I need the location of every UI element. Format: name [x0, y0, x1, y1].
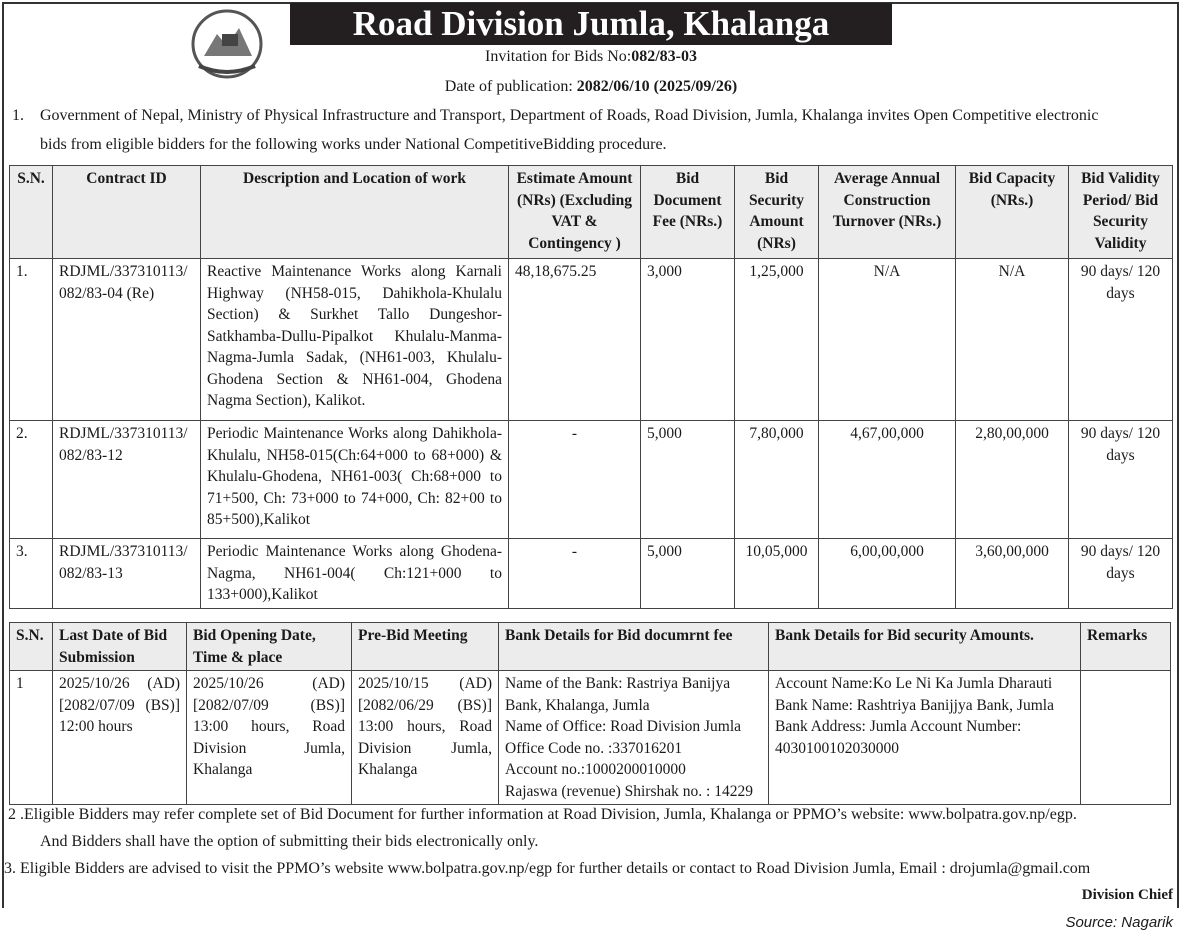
- table-row: [10, 259, 1173, 421]
- column-header: Bid Opening Date, Time & place: [187, 623, 352, 671]
- column-header: Bid Validity Period/ Bid Security Validity: [1069, 166, 1173, 259]
- table-cell: RDJML/337310113/ 082/83-12: [53, 421, 201, 539]
- table-cell: 2025/10/26 (AD) [2082/07/09 (BS)] 13:00 hours, Road Division Jumla, Khalanga: [187, 671, 352, 805]
- column-header: Last Date of Bid Submission: [53, 623, 187, 671]
- table-cell: 3.: [10, 539, 53, 609]
- column-header: Contract ID: [53, 166, 201, 259]
- table-cell: RDJML/337310113/ 082/83-13: [53, 539, 201, 609]
- table-row: [10, 671, 1171, 805]
- table-cell: 5,000: [641, 539, 735, 609]
- table-cell: Account Name:Ko Le Ni Ka Jumla Dharauti Bank Name: Rashtriya Banijjya Bank, Jumla Bank Address: Jumla Account Number: 4030100102030000: [769, 671, 1081, 805]
- table-cell: N/A: [956, 259, 1069, 421]
- table-cell: RDJML/337310113/ 082/83-04 (Re): [53, 259, 201, 421]
- column-header: Bid Document Fee (NRs.): [641, 166, 735, 259]
- table-cell: 1.: [10, 259, 53, 421]
- table-cell: 10,05,000: [735, 539, 819, 609]
- table-cell: Periodic Maintenance Works along Dahikhola-Khulalu, NH58-015(Ch:64+000 to 68+000) & Khulalu-Ghodena, NH61-003( Ch:68+000 to 71+500, Ch: 73+000 to 74+000, Ch: 82+00 to 85+500),Kalikot: [201, 421, 509, 539]
- table-cell: -: [509, 421, 641, 539]
- table-cell: N/A: [819, 259, 956, 421]
- table-cell: 2.: [10, 421, 53, 539]
- column-header: Bank Details for Bid security Amounts.: [769, 623, 1081, 671]
- table-cell: 4,67,00,000: [819, 421, 956, 539]
- column-header: S.N.: [10, 623, 53, 671]
- table-cell: 2025/10/26 (AD) [2082/07/09 (BS)] 12:00 hours: [53, 671, 187, 805]
- note-2b: And Bidders shall have the option of submitting their bids electronically only.: [40, 833, 539, 850]
- note-3: 3. Eligible Bidders are advised to visit the PPMO’s website www.bolpatra.gov.np/egp for further details or contact to Road Division Jumla, Email : drojumla@gmail.com: [4, 860, 1091, 877]
- column-header: Bank Details for Bid documrnt fee: [499, 623, 769, 671]
- table-cell: 2,80,00,000: [956, 421, 1069, 539]
- signature: Division Chief: [1081, 887, 1173, 903]
- column-header: Average Annual Construction Turnover (NRs.): [819, 166, 956, 259]
- table-cell: 3,000: [641, 259, 735, 421]
- column-header: Bid Security Amount (NRs): [735, 166, 819, 259]
- column-header: Pre-Bid Meeting: [352, 623, 499, 671]
- column-header: S.N.: [10, 166, 53, 259]
- table-cell: 1,25,000: [735, 259, 819, 421]
- works-table: [9, 165, 1173, 609]
- publication-date: Date of publication: 2082/06/10 (2025/09/26): [444, 78, 738, 95]
- source-credit: Source: Nagarik: [1065, 914, 1173, 931]
- table-cell: 6,00,00,000: [819, 539, 956, 609]
- table-cell: 48,18,675.25: [509, 259, 641, 421]
- table-cell: 5,000: [641, 421, 735, 539]
- table-cell: 90 days/ 120 days: [1069, 539, 1173, 609]
- note-2: 2 .Eligible Bidders may refer complete set of Bid Document for further information at Road Division, Jumla, Khalanga or PPMO’s website: www.bolpatra.gov.np/egp.: [8, 806, 1077, 823]
- table-cell: Reactive Maintenance Works along Karnali Highway (NH58-015, Dahikhola-Khulalu Section) & Surkhet Tallo Dungeshor-Satkhamba-Dullu-Pipalkot Khulalu-Manma-Nagma-Jumla Sadak, (NH61-003, Khulalu-Ghodena Section & NH61-004, Ghodena Nagma Section), Kalikot.: [201, 259, 509, 421]
- column-header: Estimate Amount (NRs) (Excluding VAT & Contingency ): [509, 166, 641, 259]
- ifb-number: Invitation for Bids No:082/83-03: [485, 48, 697, 65]
- table-cell: -: [509, 539, 641, 609]
- table-cell: 90 days/ 120 days: [1069, 421, 1173, 539]
- table-row: [10, 421, 1173, 539]
- table-cell: 90 days/ 120 days: [1069, 259, 1173, 421]
- column-header: Description and Location of work: [201, 166, 509, 259]
- intro-paragraph-2: bids from eligible bidders for the following works under National CompetitiveBidding procedure.: [40, 136, 667, 153]
- schedule-table: [9, 622, 1171, 805]
- table-cell: Name of the Bank: Rastriya Banijya Bank, Khalanga, Jumla Name of Office: Road Division Jumla Office Code no. :337016201 Account no.:1000200010000 Rajaswa (revenue) Shirshak no. : 14229: [499, 671, 769, 805]
- nepal-emblem-logo: [184, 6, 270, 80]
- table-cell: 3,60,00,000: [956, 539, 1069, 609]
- table-row: [10, 539, 1173, 609]
- table-cell: 2025/10/15 (AD) [2082/06/29 (BS)] 13:00 hours, Road Division Jumla, Khalanga: [352, 671, 499, 805]
- table-cell: Periodic Maintenance Works along Ghodena-Nagma, NH61-004( Ch:121+000 to 133+000),Kalikot: [201, 539, 509, 609]
- table-cell: 1: [10, 671, 53, 805]
- column-header: Remarks: [1081, 623, 1171, 671]
- page-title: Road Division Jumla, Khalanga: [290, 3, 892, 45]
- column-header: Bid Capacity (NRs.): [956, 166, 1069, 259]
- intro-paragraph: 1. Government of Nepal, Ministry of Physical Infrastructure and Transport, Department of Roads, Road Division, Jumla, Khalanga invites Open Competitive electronic: [12, 107, 1099, 124]
- table-cell: 7,80,000: [735, 421, 819, 539]
- table-cell: [1081, 671, 1171, 805]
